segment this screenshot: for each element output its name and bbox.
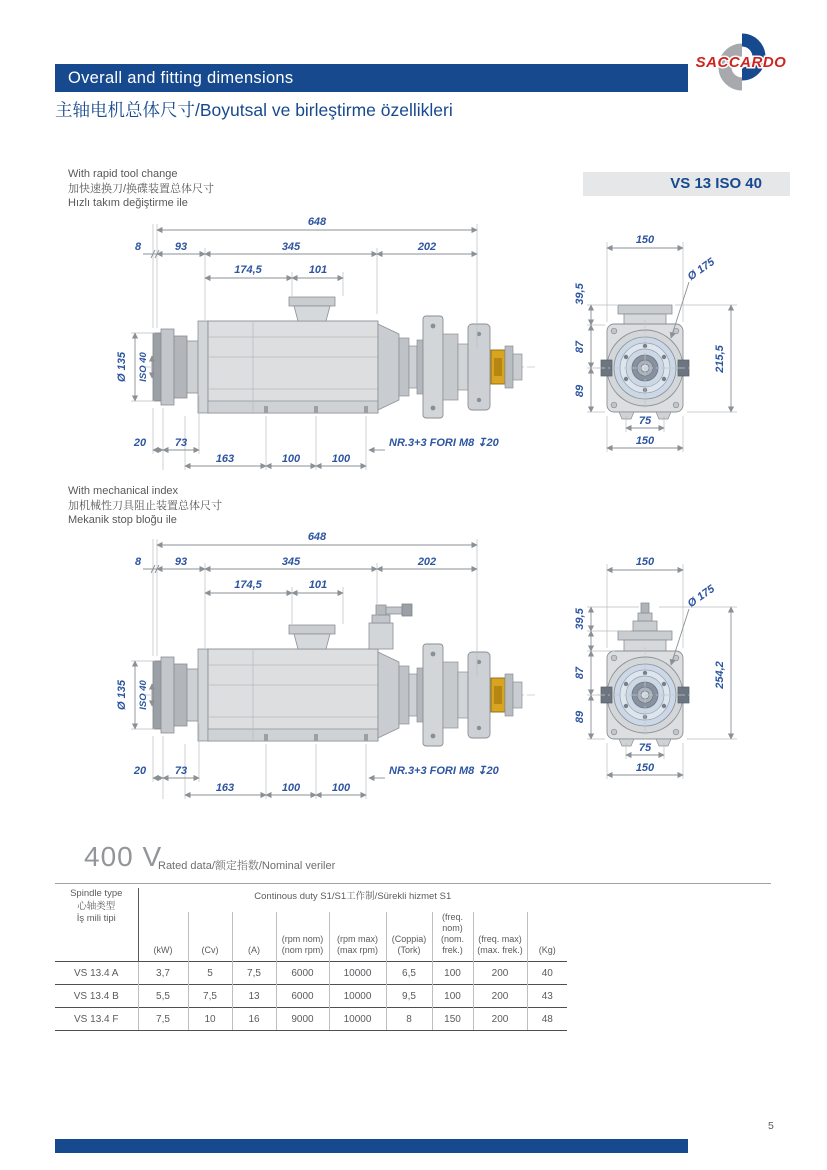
dim-label-taper: ISO 40 <box>138 680 149 710</box>
page-subtitle: 主轴电机总体尺寸/Boyutsal ve birleştirme özellikleri <box>55 100 453 120</box>
dim-label: 101 <box>308 264 328 276</box>
dim-label: 215,5 <box>714 345 726 373</box>
mech-front-view <box>574 556 737 779</box>
dim-label-taper: ISO 40 <box>138 352 149 382</box>
dim-label: 345 <box>281 241 301 253</box>
section-mech-tr: Mekanik stop bloğu ile <box>68 514 177 526</box>
dim-label: 150 <box>635 762 655 774</box>
dim-label: 73 <box>174 765 188 777</box>
dim-label: 150 <box>635 556 655 568</box>
section-rapid-labels <box>68 167 214 211</box>
mech-index-device <box>369 604 412 649</box>
col-header-freq-max: (freq. max) (max. frek.) <box>473 912 527 962</box>
section-rapid-tr: Hızlı takım değiştirme ile <box>68 197 188 209</box>
dim-label: 39,5 <box>574 608 586 630</box>
dim-label-flange-diameter: Ø 175 <box>685 256 717 284</box>
col-header-freq-nom: (freq. nom) (nom. frek.) <box>432 912 473 962</box>
dim-label: 39,5 <box>574 283 586 305</box>
dim-label: 100 <box>281 453 301 465</box>
dim-label: 87 <box>574 340 586 354</box>
table-row: VS 13.4 B 5,5 7,5 13 6000 10000 9,5 100 200 43 <box>55 985 567 1008</box>
spindle-type-header: Spindle type 心轴类型 İş mili tipi <box>55 888 138 962</box>
dim-label-flange-diameter: Ø 175 <box>685 583 717 611</box>
rated-data-label: Rated data/额定指数/Nominal veriler <box>158 860 336 872</box>
brand-name: SACCARDO <box>695 54 787 71</box>
header-bar <box>55 64 688 92</box>
rapid-drawing <box>55 210 825 482</box>
dim-label: 87 <box>574 666 586 680</box>
dim-label-shaft-diameter: Ø 135 <box>116 352 128 382</box>
dim-label: 100 <box>331 453 351 465</box>
voltage-label: 400 V <box>84 841 163 872</box>
dim-label: 8 <box>134 556 142 568</box>
dim-label: 648 <box>307 216 327 228</box>
col-header-kg: (Kg) <box>527 912 567 962</box>
spindle-name: VS 13.4 F <box>55 1008 138 1031</box>
col-header-kw: (kW) <box>153 945 173 955</box>
ratings-table <box>55 888 567 1031</box>
col-header-cv: (Cv) <box>188 912 232 962</box>
section-rapid-zh: 加快速换刀/换碟装置总体尺寸 <box>68 182 215 195</box>
dim-label: 89 <box>574 710 586 724</box>
mech-side-view <box>116 531 535 799</box>
dim-label: 345 <box>281 556 301 568</box>
footer-bar <box>55 1139 688 1153</box>
section-rapid-en: With rapid tool change <box>68 168 178 180</box>
dim-label: 20 <box>133 765 147 777</box>
rapid-front-view <box>574 234 737 452</box>
model-badge: VS 13 ISO 40 <box>583 172 790 196</box>
table-row: VS 13.4 A 3,7 5 7,5 6000 10000 6,5 100 200 40 <box>55 962 567 985</box>
dim-label: 174,5 <box>234 264 262 276</box>
section-mech-zh: 加机械性刀具阻止装置总体尺寸 <box>68 499 222 512</box>
page-number: 5 <box>768 1120 774 1132</box>
col-header-rpm-nom: (rpm nom) (nom rpm) <box>276 912 329 962</box>
duty-header: Continous duty S1/S1工作制/Sürekli hizmet S1 <box>254 891 452 902</box>
col-header-torque: (Coppia) (Tork) <box>386 912 432 962</box>
dim-label: 163 <box>215 782 235 794</box>
dim-label: 75 <box>638 742 652 754</box>
dim-label: 100 <box>331 782 351 794</box>
thread-note: NR.3+3 FORI M8 ↧20 <box>389 437 499 449</box>
dim-label: 254,2 <box>714 661 726 689</box>
mech-drawing <box>55 525 825 817</box>
dim-label: 75 <box>638 415 652 427</box>
dim-label: 202 <box>417 556 437 568</box>
page-title: Overall and fitting dimensions <box>68 69 294 87</box>
dim-label: 20 <box>133 437 147 449</box>
dim-label: 648 <box>307 531 327 543</box>
col-header-rpm-max: (rpm max) (max rpm) <box>329 912 386 962</box>
rapid-side-view <box>116 216 535 470</box>
dim-label-shaft-diameter: Ø 135 <box>116 680 128 710</box>
dim-label: 150 <box>635 234 655 246</box>
dim-label: 73 <box>174 437 188 449</box>
thread-note: NR.3+3 FORI M8 ↧20 <box>389 765 499 777</box>
table-row: VS 13.4 F 7,5 10 16 9000 10000 8 150 200 48 <box>55 1008 567 1031</box>
dim-label: 101 <box>308 579 328 591</box>
section-mech-labels <box>68 484 222 528</box>
dim-label: 174,5 <box>234 579 262 591</box>
dim-label: 202 <box>417 241 437 253</box>
section-mech-en: With mechanical index <box>68 485 179 497</box>
dim-label: 93 <box>174 241 188 253</box>
dim-label: 150 <box>635 435 655 447</box>
dim-label: 8 <box>134 241 142 253</box>
col-header-a: (A) <box>232 912 276 962</box>
dim-label: 93 <box>174 556 188 568</box>
dim-label: 163 <box>215 453 235 465</box>
spindle-name: VS 13.4 B <box>55 985 138 1008</box>
spindle-name: VS 13.4 A <box>55 962 138 985</box>
saccardo-logo <box>688 32 795 92</box>
dim-label: 100 <box>281 782 301 794</box>
dim-label: 89 <box>574 384 586 398</box>
divider-line <box>55 883 771 884</box>
